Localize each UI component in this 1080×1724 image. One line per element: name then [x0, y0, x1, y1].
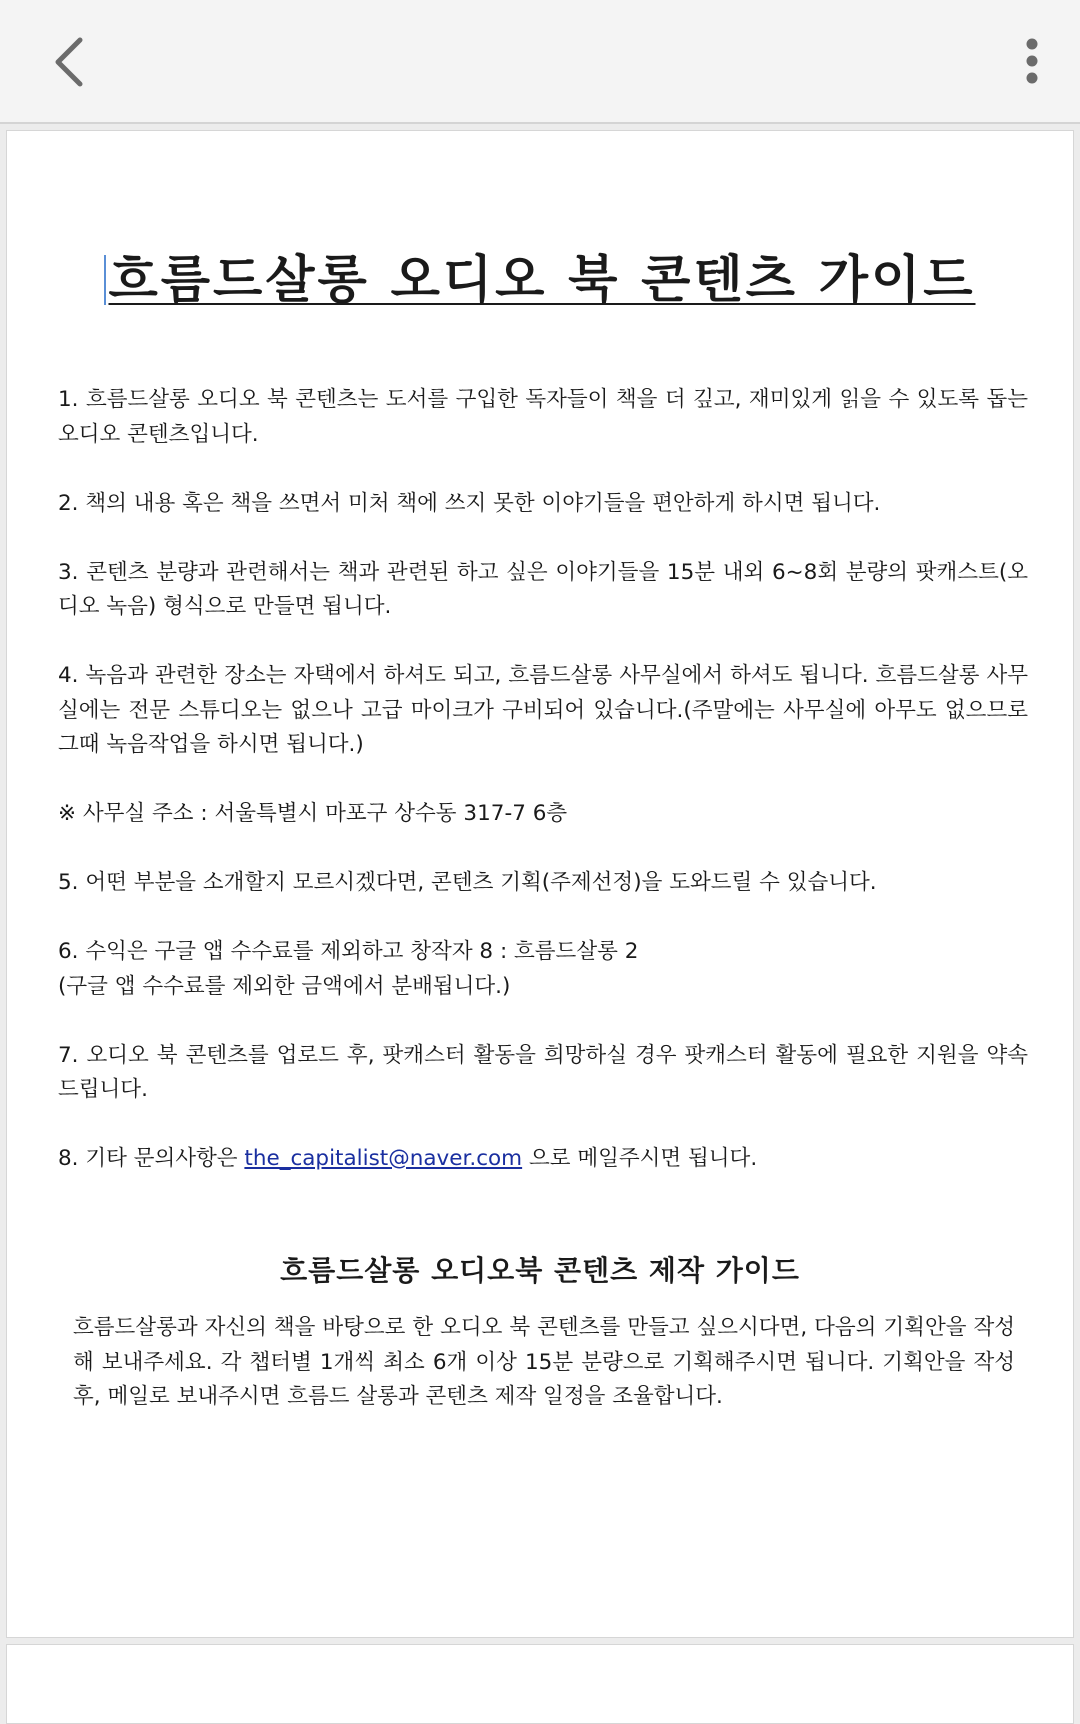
guide-item-8-suffix: 으로 메일주시면 됩니다. — [522, 1146, 758, 1171]
guide-item-6 — [58, 935, 1028, 1004]
guide-item-5: 5. 어떤 부분을 소개할지 모르시겠다면, 콘텐츠 기획(주제선정)을 도와드릴 수 있습니다. — [58, 870, 877, 895]
app-bar — [0, 0, 1080, 124]
document-title: 흐름드살롱 오디오 북 콘텐츠 가이드 — [7, 249, 1073, 313]
guide-item-6-line2: (구글 앱 수수료를 제외한 금액에서 분배됩니다.) — [58, 973, 511, 999]
production-guide-body: 흐름드살롱과 자신의 책을 바탕으로 한 오디오 북 콘텐츠를 만들고 싶으시다면, 다음의 기획안을 작성해 보내주세요. 각 챕터별 1개씩 최소 6개 이상 15분 분량으로 기획해주시면 됩니다. 기획안을 작성 후, 메일로 보내주시면 흐름드 살롱과 콘텐츠 제작 일정을 조율합니다. — [73, 1315, 1015, 1409]
guide-item-1: 1. 흐름드살롱 오디오 북 콘텐츠는 도서를 구입한 독자들이 책을 더 깊고, 재미있게 읽을 수 있도록 돕는 오디오 콘텐츠입니다. — [58, 387, 1028, 447]
document-page — [6, 130, 1074, 1638]
production-guide-title: 흐름드살롱 오디오북 콘텐츠 제작 가이드 — [280, 1254, 800, 1287]
guide-list — [58, 383, 1028, 1211]
office-address: ※ 사무실 주소 : 서울특별시 마포구 상수동 317-7 6층 — [58, 801, 568, 826]
back-button[interactable] — [40, 30, 104, 94]
more-options-button[interactable] — [1002, 30, 1062, 94]
guide-item-2: 2. 책의 내용 혹은 책을 쓰면서 미처 책에 쓰지 못한 이야기들을 편안하게 하시면 됩니다. — [58, 490, 881, 516]
more-vert-icon — [1002, 30, 1062, 94]
next-document-page — [6, 1644, 1074, 1724]
email-link[interactable]: the_capitalist@naver.com — [244, 1146, 523, 1171]
guide-item-3: 3. 콘텐츠 분량과 관련해서는 책과 관련된 하고 싶은 이야기들을 15분 내외 6~8회 분량의 팟캐스트(오디오 녹음) 형식으로 만들면 됩니다. — [58, 559, 1028, 619]
guide-item-4: 4. 녹음과 관련한 장소는 자택에서 하셔도 되고, 흐름드살롱 사무실에서 하셔도 됩니다. 흐름드살롱 사무실에는 전문 스튜디오는 없으나 고급 마이크가 구비되어 있습니다.(주말에는 사무실에 아무도 없으므로 그때 녹음작업을 하시면 됩니다.) — [58, 663, 1028, 757]
guide-item-8-prefix: 8. 기타 문의사항은 — [58, 1146, 245, 1171]
text-cursor — [104, 255, 106, 305]
guide-item-6-line1: 6. 수익은 구글 앱 수수료를 제외하고 창작자 8 : 흐름드살롱 2 — [58, 939, 639, 964]
back-arrow-icon — [40, 30, 104, 94]
guide-item-8 — [58, 1142, 1028, 1177]
guide-item-7: 7. 오디오 북 콘텐츠를 업로드 후, 팟캐스터 활동을 희망하실 경우 팟캐스터 활동에 필요한 지원을 약속드립니다. — [58, 1042, 1028, 1102]
